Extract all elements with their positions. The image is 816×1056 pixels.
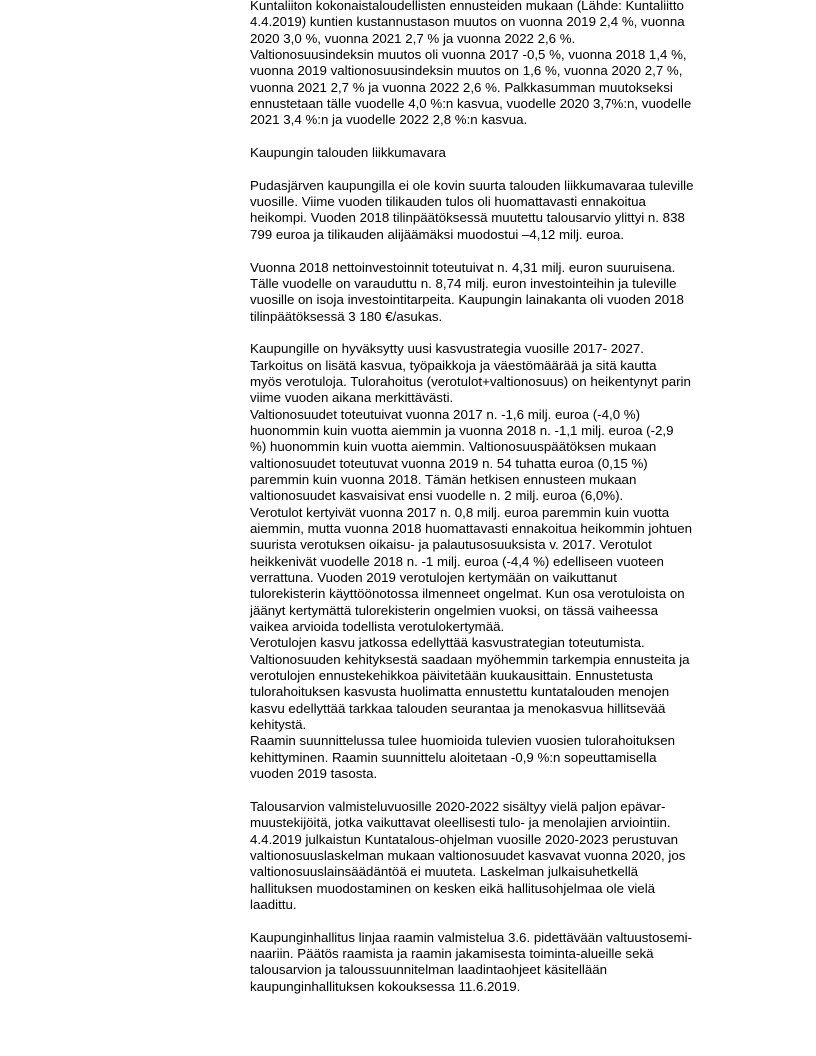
text-line: tulorahoituksen kasvusta huolimatta ennustettu kuntatalouden menojen [250, 684, 670, 700]
text-line: %) huonommin kuin vuotta aiemmin. Valtionosuuspäätöksen mukaan [250, 439, 657, 455]
text-line: valtionosuuslainsäädäntöä ei muuteta. Laskelman julkaisuhetkellä [250, 864, 639, 880]
paragraph-financial-result [250, 178, 750, 243]
text-line: kehitystä. [250, 717, 307, 733]
text-line: tilinpäätöksessä 3 180 €/asukas. [250, 308, 443, 324]
text-line: heikkenivät vuodelle 2018 n. -1 milj. euroa (-4,4 %) edelliseen vuoteen [250, 553, 664, 569]
text-line: Pudasjärven kaupungilla ei ole kovin suurta talouden liikkumavaraa tuleville [250, 177, 694, 193]
paragraph-spacer [250, 129, 750, 145]
text-line: vaikea arvioida todellista verotulokertymää. [250, 619, 505, 635]
text-line: Kuntaliiton kokonaistaloudellisten ennusteiden mukaan (Lähde: Kuntaliitto [250, 0, 684, 13]
text-line: laadittu. [250, 896, 297, 912]
text-line: 799 euroa ja tilikauden alijäämäksi muodostui –4,12 milj. euroa. [250, 226, 625, 242]
text-line: huonommin kuin vuotta aiemmin ja vuonna 2018 n. -1,1 milj. euroa (-2,9 [250, 422, 674, 438]
text-line: aiemmin, mutta vuonna 2018 huomattavasti ennakoitua heikommin johtuen [250, 521, 693, 536]
paragraph-spacer [250, 325, 750, 341]
text-line: kehittyminen. Raamin suunnittelu aloitetaan -0,9 %:n sopeuttamisella [250, 749, 657, 765]
paragraph-city-board [250, 930, 750, 995]
text-line: 4.4.2019 julkaistun Kuntatalous-ohjelman vuosille 2020-2023 perustuvan [250, 831, 679, 847]
text-line: vuonna 2021 2,7 % ja vuonna 2022 2,6 %. Palkkasumman muutokseksi [250, 79, 673, 95]
text-line: vuosille on isoja investointitarpeita. Kaupungin lainakanta oli vuoden 2018 [250, 292, 684, 308]
text-line: Vuonna 2018 nettoinvestoinnit toteutuivat n. 4,31 milj. euron suuruisena. [250, 259, 676, 275]
text-line: 2020 3,0 %, vuonna 2021 2,7 % ja vuonna 2022 2,6 %. [250, 30, 576, 46]
text-line: suurista verotuksen oikaisu- ja palautusosuuksista v. 2017. Verotulot [250, 537, 652, 553]
paragraph-investments [250, 260, 750, 325]
text-line: Tarkoitus on lisätä kasvua, työpaikkoja ja väestömäärää ja sitä kautta [250, 357, 657, 373]
section-heading [250, 145, 750, 161]
text-line: 2021 3,4 %:n ja vuodelle 2022 2,8 %:n kasvua. [250, 112, 528, 128]
text-line: talousarvion ja taloussuunnitelman laadintaohjeet käsitellään [250, 962, 608, 978]
text-line: kasvu edellyttää tarkkaa talouden seurantaa ja menokasvua hillitsevää [250, 700, 666, 716]
text-line: kaupunginhallituksen kokouksessa 11.6.2019. [250, 978, 521, 994]
text-line: Kaupungille on hyväksytty uusi kasvustrategia vuosille 2017- 2027. [250, 341, 644, 357]
text-line: vuonna 2019 valtionosuusindeksin muutos on 1,6 %, vuonna 2020 2,7 %, [250, 63, 683, 79]
heading-line: Kaupungin talouden liikkumavara [250, 145, 446, 161]
text-line: valtionosuudet kasvaisivat ensi vuodelle n. 2 milj. euroa (6,0%). [250, 488, 624, 504]
paragraph-spacer [250, 161, 750, 177]
paragraph-budget-preparation [250, 799, 750, 913]
paragraph-cost-indices [250, 0, 750, 129]
text-line: verrattuna. Vuoden 2019 verotulojen kertymään on vaikuttanut [250, 570, 617, 586]
paragraph-spacer [250, 243, 750, 259]
text-line: myös verotuloja. Tulorahoitus (verotulot+valtionosuus) on heikentynyt parin [250, 373, 691, 389]
text-line: valtionosuudet toteutuvat vuonna 2019 n. 54 tuhatta euroa (0,15 %) [250, 455, 648, 471]
text-line: muustekijöitä, jotka vaikuttavat oleellisesti tulo- ja menolajien arviointiin. [250, 815, 671, 831]
text-line: Tälle vuodelle on varauduttu n. 8,74 milj. euron investointeihin ja tuleville [250, 275, 677, 291]
text-line: vuosille. Viime vuoden tilikauden tulos oli huomattavasti ennakoitua [250, 194, 646, 210]
text-line: Valtionosuudet toteutuivat vuonna 2017 n. -1,6 milj. euroa (-4,0 %) [250, 406, 641, 422]
text-line: hallituksen muodostaminen on kesken eikä hallitusohjelmaa ole vielä [250, 880, 656, 896]
text-line: heikompi. Vuoden 2018 tilinpäätöksessä muutettu talousarvio ylittyi n. 838 [250, 210, 685, 226]
text-line: Talousarvion valmisteluvuosille 2020-2022 sisältyy vielä paljon epävar- [250, 798, 666, 814]
text-line: Verotulot kertyivät vuonna 2017 n. 0,8 milj. euroa paremmin kuin vuotta [250, 504, 670, 520]
text-line: 4.4.2019) kuntien kustannustason muutos on vuonna 2019 2,4 %, vuonna [250, 14, 685, 30]
text-line: tulorekisterin käyttöönotossa ilmenneet ongelmat. Kun osa verotuloista on [250, 586, 685, 602]
document-page [250, 0, 750, 995]
paragraph-spacer [250, 913, 750, 929]
text-line: ennustetaan tälle vuodelle 4,0 %:n kasvua, vuodelle 2020 3,7%:n, vuodelle [250, 96, 692, 112]
text-line: viime vuoden aikana merkittävästi. [250, 390, 454, 406]
text-line: valtionosuuslaskelman mukaan valtionosuudet kasvavat vuonna 2020, jos [250, 847, 686, 863]
text-line: naariin. Päätös raamista ja raamin jakamisesta toiminta-alueille sekä [250, 945, 654, 961]
text-line: Valtionosuuden kehityksestä saadaan myöhemmin tarkempia ennusteita ja [250, 651, 690, 667]
paragraph-growth-strategy [250, 341, 750, 782]
text-line: Raamin suunnittelussa tulee huomioida tulevien vuosien tulorahoituksen [250, 733, 676, 749]
text-line: Kaupunginhallitus linjaa raamin valmistelua 3.6. pidettävään valtuustosemi- [250, 929, 693, 945]
text-line: Valtionosuusindeksin muutos oli vuonna 2017 -0,5 %, vuonna 2018 1,4 %, [250, 47, 687, 63]
text-line: jäänyt kertymättä tulorekisterin ongelmien vuoksi, on tässä vaiheessa [250, 602, 658, 618]
text-line: verotulojen ennustekehikkoa päivitetään kuukausittain. Ennustetusta [250, 668, 653, 684]
text-line: paremmin kuin vuonna 2018. Tämän hetkisen ennusteen mukaan [250, 471, 637, 487]
text-line: vuoden 2019 tasosta. [250, 766, 378, 782]
paragraph-spacer [250, 783, 750, 799]
text-line: Verotulojen kasvu jatkossa edellyttää kasvustrategian toteutumista. [250, 635, 645, 651]
